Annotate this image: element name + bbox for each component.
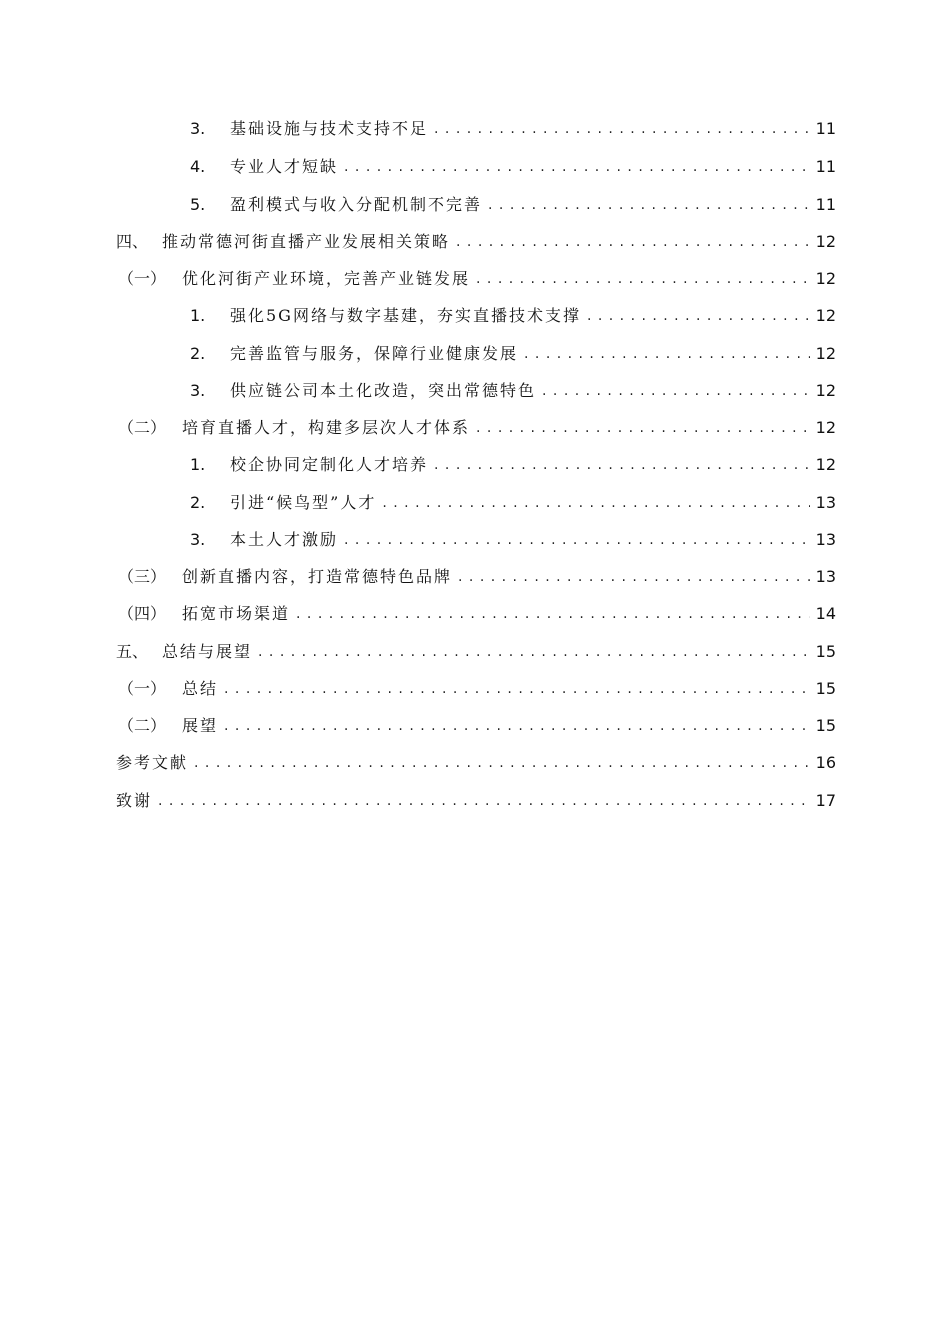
toc-entry-title: 基础设施与技术支持不足 bbox=[230, 119, 429, 138]
toc-entry-title: 专业人才短缺 bbox=[230, 157, 339, 176]
toc-entry-title: 引进“候鸟型”人才 bbox=[230, 493, 377, 512]
toc-entry-page: 12 bbox=[815, 232, 836, 251]
toc-dot-leader bbox=[296, 602, 810, 626]
toc-entry[interactable] bbox=[190, 379, 836, 403]
toc-dot-leader bbox=[194, 751, 810, 775]
toc-dot-leader bbox=[476, 267, 810, 291]
toc-entry-page: 13 bbox=[815, 530, 836, 549]
toc-entry-number: （一） bbox=[118, 269, 167, 288]
toc-entry-page: 15 bbox=[815, 679, 836, 698]
toc-entry-page: 13 bbox=[815, 567, 836, 586]
toc-entry-number: （二） bbox=[118, 418, 167, 437]
toc-entry-title: 总结与展望 bbox=[162, 642, 253, 661]
toc-entry-title: 展望 bbox=[182, 716, 219, 735]
toc-entry-page: 12 bbox=[815, 344, 836, 363]
toc-entry-title: 校企协同定制化人才培养 bbox=[230, 455, 429, 474]
toc-entry-page: 11 bbox=[815, 157, 836, 176]
toc-entry-number: 1. bbox=[190, 306, 206, 325]
toc-entry-title: 创新直播内容，打造常德特色品牌 bbox=[182, 567, 453, 586]
toc-entry-number: 2. bbox=[190, 493, 206, 512]
toc-entry-title: 拓宽市场渠道 bbox=[182, 604, 291, 623]
toc-dot-leader bbox=[344, 528, 810, 552]
toc-entry-title: 培育直播人才，构建多层次人才体系 bbox=[182, 418, 471, 437]
toc-entry-number: 五、 bbox=[116, 642, 149, 661]
toc-entry-number: 3. bbox=[190, 530, 206, 549]
toc-dot-leader bbox=[434, 117, 810, 141]
toc-entry-page: 12 bbox=[815, 306, 836, 325]
toc-entry-number: 5. bbox=[190, 195, 206, 214]
toc-entry-page: 15 bbox=[815, 642, 836, 661]
toc-entry[interactable] bbox=[116, 230, 836, 254]
toc-entry-number: 1. bbox=[190, 455, 206, 474]
toc-entry[interactable] bbox=[116, 640, 836, 664]
toc-entry-page: 12 bbox=[815, 269, 836, 288]
toc-entry-title: 盈利模式与收入分配机制不完善 bbox=[230, 195, 483, 214]
toc-dot-leader bbox=[224, 677, 810, 701]
toc-entry-page: 12 bbox=[815, 418, 836, 437]
toc-entry-number: （三） bbox=[118, 567, 167, 586]
toc-dot-leader bbox=[587, 304, 810, 328]
toc-entry[interactable] bbox=[118, 416, 836, 440]
toc-entry[interactable] bbox=[116, 751, 836, 775]
toc-entry-number: （四） bbox=[118, 604, 167, 623]
toc-entry-number: 3. bbox=[190, 119, 206, 138]
toc-entry[interactable] bbox=[190, 528, 836, 552]
toc-entry-page: 11 bbox=[815, 195, 836, 214]
toc-entry-page: 11 bbox=[815, 119, 836, 138]
toc-entry-number: （一） bbox=[118, 679, 167, 698]
toc-entry[interactable] bbox=[190, 304, 836, 328]
toc-dot-leader bbox=[258, 640, 810, 664]
toc-entry-number: 2. bbox=[190, 344, 206, 363]
toc-dot-leader bbox=[434, 453, 810, 477]
toc-entry-title: 推动常德河街直播产业发展相关策略 bbox=[162, 232, 451, 251]
toc-entry[interactable] bbox=[190, 453, 836, 477]
toc-entry[interactable] bbox=[118, 565, 836, 589]
toc-dot-leader bbox=[224, 714, 810, 738]
toc-dot-leader bbox=[476, 416, 810, 440]
toc-entry[interactable] bbox=[190, 117, 836, 141]
toc-dot-leader bbox=[456, 230, 810, 254]
toc-dot-leader bbox=[158, 789, 810, 813]
toc-entry[interactable] bbox=[190, 342, 836, 366]
toc-dot-leader bbox=[542, 379, 810, 403]
toc-entry[interactable] bbox=[190, 155, 836, 179]
toc-dot-leader bbox=[382, 491, 810, 515]
toc-dot-leader bbox=[488, 193, 810, 217]
toc-entry[interactable] bbox=[118, 714, 836, 738]
toc-entry-title: 强化5G网络与数字基建，夯实直播技术支撑 bbox=[230, 306, 581, 325]
toc-entry[interactable] bbox=[190, 193, 836, 217]
toc-entry-page: 16 bbox=[815, 753, 836, 772]
toc-entry-page: 17 bbox=[815, 791, 836, 810]
toc-entry-page: 12 bbox=[815, 381, 836, 400]
toc-entry-page: 15 bbox=[815, 716, 836, 735]
toc-entry[interactable] bbox=[116, 789, 836, 813]
toc-entry-page: 13 bbox=[815, 493, 836, 512]
toc-dot-leader bbox=[458, 565, 810, 589]
toc-entry-number: 四、 bbox=[116, 232, 149, 251]
toc-entry-title: 供应链公司本土化改造，突出常德特色 bbox=[230, 381, 537, 400]
toc-entry-number: （二） bbox=[118, 716, 167, 735]
toc-entry-page: 12 bbox=[815, 455, 836, 474]
toc-entry-title: 完善监管与服务，保障行业健康发展 bbox=[230, 344, 519, 363]
toc-entry-title: 本土人才激励 bbox=[230, 530, 339, 549]
toc-dot-leader bbox=[524, 342, 810, 366]
toc-entry-title: 参考文献 bbox=[116, 753, 189, 772]
toc-entry[interactable] bbox=[118, 602, 836, 626]
toc-entry[interactable] bbox=[118, 677, 836, 701]
toc-entry-title: 致谢 bbox=[116, 791, 153, 810]
toc-entry-title: 总结 bbox=[182, 679, 219, 698]
toc-entry-title: 优化河街产业环境，完善产业链发展 bbox=[182, 269, 471, 288]
toc-entry[interactable] bbox=[118, 267, 836, 291]
toc-entry-page: 14 bbox=[815, 604, 836, 623]
toc-entry[interactable] bbox=[190, 491, 836, 515]
toc-entry-number: 4. bbox=[190, 157, 206, 176]
toc-dot-leader bbox=[344, 155, 810, 179]
toc-entry-number: 3. bbox=[190, 381, 206, 400]
